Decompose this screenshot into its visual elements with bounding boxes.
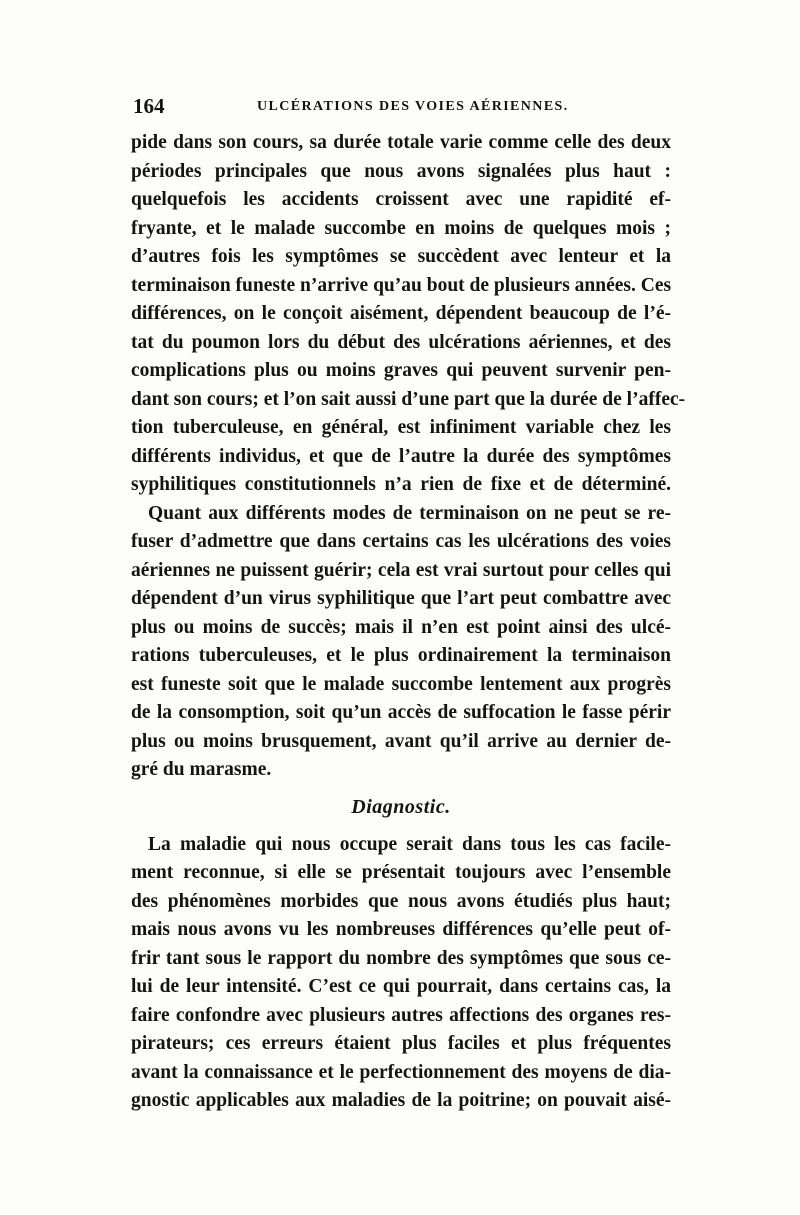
running-head (133, 94, 673, 118)
paragraph-2 (131, 500, 671, 785)
text-line: gnostic applicables aux maladies de la poitrine; on pouvait aisé- (131, 1090, 671, 1111)
text-line: pirateurs; ces erreurs étaient plus faciles et plus fréquentes (131, 1033, 671, 1054)
text-line: tion tuberculeuse, en général, est infiniment variable chez les (131, 417, 671, 438)
text-line: de la consomption, soit qu’un accès de suffocation le fasse périr (131, 702, 671, 723)
running-title: ULCÉRATIONS DES VOIES AÉRIENNES. (257, 99, 569, 114)
text-line: La maladie qui nous occupe serait dans tous les cas facile- (148, 833, 671, 855)
text-line: gré du marasme. (131, 759, 272, 780)
paragraph-1 (131, 129, 686, 500)
text-line: rations tuberculeuses, et le plus ordinairement la terminaison (131, 645, 671, 666)
text-line: tat du poumon lors du début des ulcérations aériennes, et des (131, 331, 671, 353)
text-line: lui de leur intensité. C’est ce qui pourrait, dans certains cas, la (131, 976, 671, 997)
text-line: Quant aux différents modes de terminaison on ne peut se re- (148, 502, 671, 524)
text-line: périodes principales que nous avons signalées plus haut : (131, 160, 671, 182)
text-line: fryante, et le malade succombe en moins de quelques mois ; (131, 217, 671, 239)
text-line: est funeste soit que le malade succombe lentement aux progrès (131, 673, 671, 695)
text-line: complications plus ou moins graves qui peuvent survenir pen- (131, 360, 671, 381)
text-line: des phénomènes morbides que nous avons étudiés plus haut; (131, 890, 671, 912)
text-line: ment reconnue, si elle se présentait toujours avec l’ensemble (131, 862, 671, 883)
page-number: 164 (133, 94, 165, 118)
section-heading: Diagnostic. (351, 795, 451, 818)
text-line: terminaison funeste n’arrive qu’au bout de plusieurs années. Ces (131, 274, 672, 296)
text-line: différences, on le conçoit aisément, dépendent beaucoup de l’é- (131, 303, 671, 324)
text-line: avant la connaissance et le perfectionnement des moyens de dia- (131, 1061, 671, 1083)
text-line: faire confondre avec plusieurs autres affections des organes res- (131, 1004, 671, 1026)
text-line: fuser d’admettre que dans certains cas les ulcérations des voies (131, 531, 671, 552)
text-line: mais nous avons vu les nombreuses différences qu’elle peut of- (131, 919, 671, 940)
text-line: différents individus, et que de l’autre la durée des symptômes (131, 445, 671, 467)
text-line: syphilitiques constitutionnels n’a rien de fixe et de déterminé. (131, 474, 671, 495)
body-text (131, 129, 686, 1116)
text-line: plus ou moins brusquement, avant qu’il arrive au dernier de- (131, 730, 671, 752)
text-line: quelquefois les accidents croissent avec une rapidité ef- (131, 189, 671, 210)
text-line: aériennes ne puissent guérir; cela est vrai surtout pour celles qui (131, 559, 671, 581)
text-line: frir tant sous le rapport du nombre des symptômes que sous ce- (131, 947, 671, 969)
paragraph-3 (131, 831, 671, 1116)
text-line: dépendent d’un virus syphilitique que l’art peut combattre avec (131, 588, 671, 609)
text-line: dant son cours; et l’on sait aussi d’une part que la durée de l’affec- (131, 388, 686, 410)
text-line: plus ou moins de succès; mais il n’en est point ainsi des ulcé- (131, 616, 671, 638)
spacer (131, 785, 671, 793)
text-line: pide dans son cours, sa durée totale varie comme celle des deux (131, 132, 671, 153)
spacer (131, 821, 671, 831)
text-line: d’autres fois les symptômes se succèdent avec lenteur et la (131, 246, 671, 267)
